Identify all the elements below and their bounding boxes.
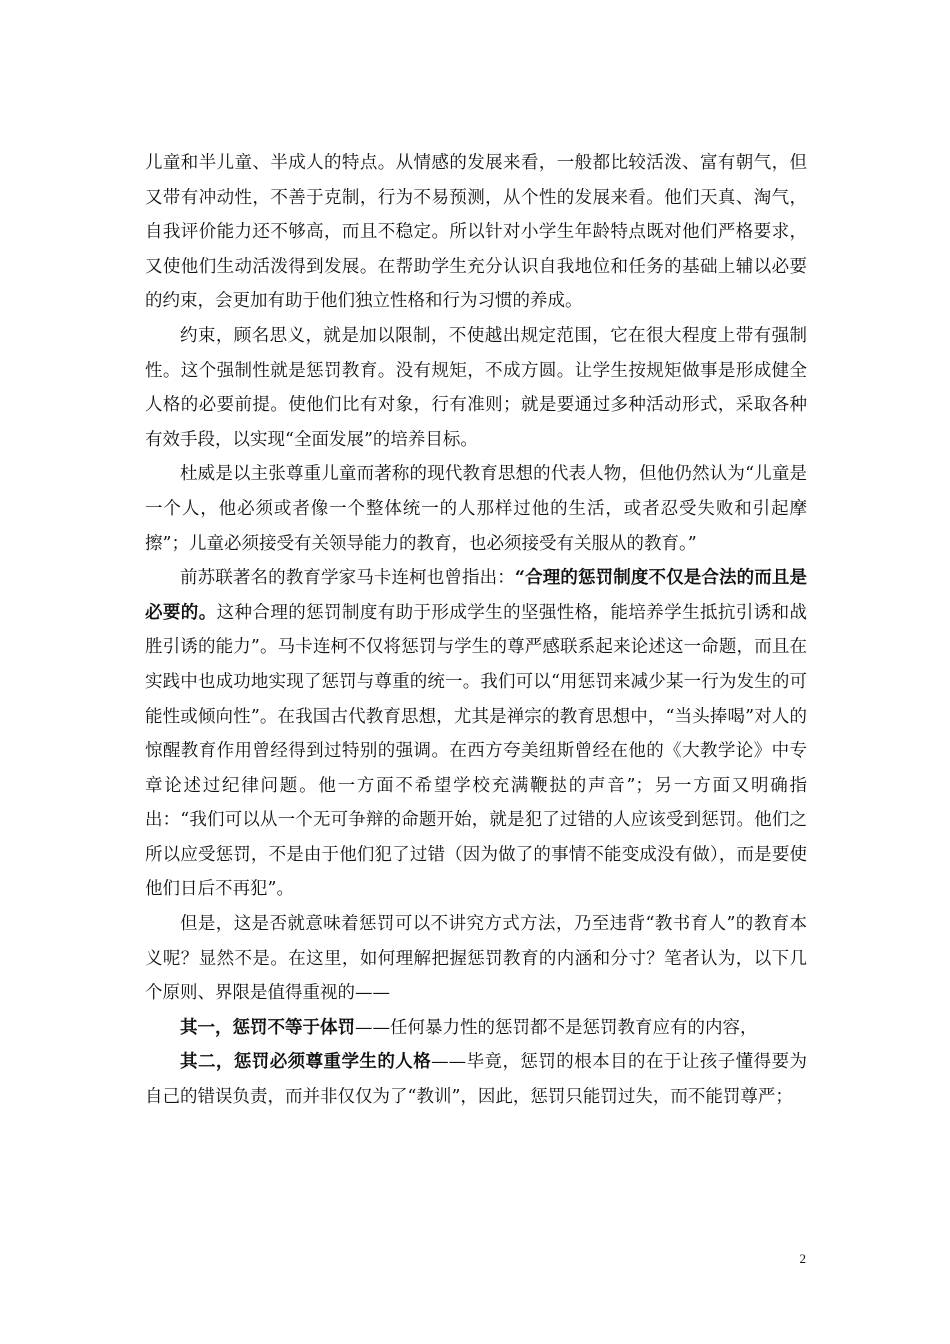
page-number: 2 [799,1251,806,1266]
paragraph-4-lead: 前苏联著名的教育学家马卡连柯也曾指出： [180,568,515,589]
paragraph-6 [145,1011,807,1046]
paragraph-5 [145,907,807,1011]
paragraph-7-text: ——毕竟，惩罚的根本目的在于让孩子懂得要为自己的错误负责，而并非仅仅为了“教训”，因此，惩罚只能罚过失，而不能罚尊严； [145,1052,808,1108]
paragraph-4-bold-quote: “合理的惩罚制度不仅是合法的而且是必要的。 [145,568,807,623]
paragraph-3 [145,457,807,561]
paragraph-1-text: 儿童和半儿童、半成人的特点。从情感的发展来看，一般都比较活泼、富有朝气，但又带有冲动性，不善于克制，行为不易预测，从个性的发展来看。他们天真、淘气，自我评价能力还不够高，而且不稳定。所以针对小学生年龄特点既对他们严格要求，又使他们生动活泼得到发展。在帮助学生充分认识自我地位和任务的基础上辅以必要的约束，会更加有助于他们独立性格和行为习惯的养成。 [145,153,807,312]
paragraph-2 [145,319,807,457]
paragraph-6-heading: 其一，惩罚不等于体罚 [180,1017,355,1038]
paragraph-6-text: ——任何暴力性的惩罚都不是惩罚教育应有的内容， [355,1017,758,1038]
paragraph-7 [145,1045,807,1114]
paragraph-7-heading: 其二，惩罚必须尊重学生的人格 [180,1052,432,1073]
paragraph-5-text: 但是，这是否就意味着惩罚可以不讲究方式方法，乃至违背“教书育人”的教育本义呢？显然不是。在这里，如何理解把握惩罚教育的内涵和分寸？笔者认为，以下几个原则、界限是值得重视的—— [145,914,807,1004]
paragraph-4 [145,561,807,907]
body-text [145,146,807,1115]
paragraph-1 [145,146,807,319]
paragraph-2-text: 约束，顾名思义，就是加以限制，不使越出规定范围，它在很大程度上带有强制性。这个强制性就是惩罚教育。没有规矩，不成方圆。让学生按规矩做事是形成健全人格的必要前提。使他们比有对象，行有准则；就是要通过多种活动形式，采取各种有效手段，以实现“全面发展”的培养目标。 [145,325,807,450]
paragraph-3-text: 杜威是以主张尊重儿童而著称的现代教育思想的代表人物，但他仍然认为“儿童是一个人，他必须或者像一个整体统一的人那样过他的生活，或者忍受失败和引起摩擦”；儿童必须接受有关领导能力的教育，也必须接受有关服从的教育。” [145,464,807,554]
paragraph-4-rest: 这种合理的惩罚制度有助于形成学生的坚强性格，能培养学生抵抗引诱和战胜引诱的能力”。马卡连柯不仅将惩罚与学生的尊严感联系起来论述这一命题，而且在实践中也成功地实现了惩罚与尊重的统一。我们可以“用惩罚来减少某一行为发生的可能性或倾向性”。在我国古代教育思想，尤其是禅宗的教育思想中，“当头捧喝”对人的惊醒教育作用曾经得到过特别的强调。在西方夸美纽斯曾经在他的《大教学论》中专章论述过纪律问题。他一方面不希望学校充满鞭挞的声音”；另一方面又明确指出：“我们可以从一个无可争辩的命题开始，就是犯了过错的人应该受到惩罚。他们之所以应受惩罚，不是由于他们犯了过错（因为做了的事情不能变成没有做），而是要使他们日后不再犯”。 [145,602,808,900]
